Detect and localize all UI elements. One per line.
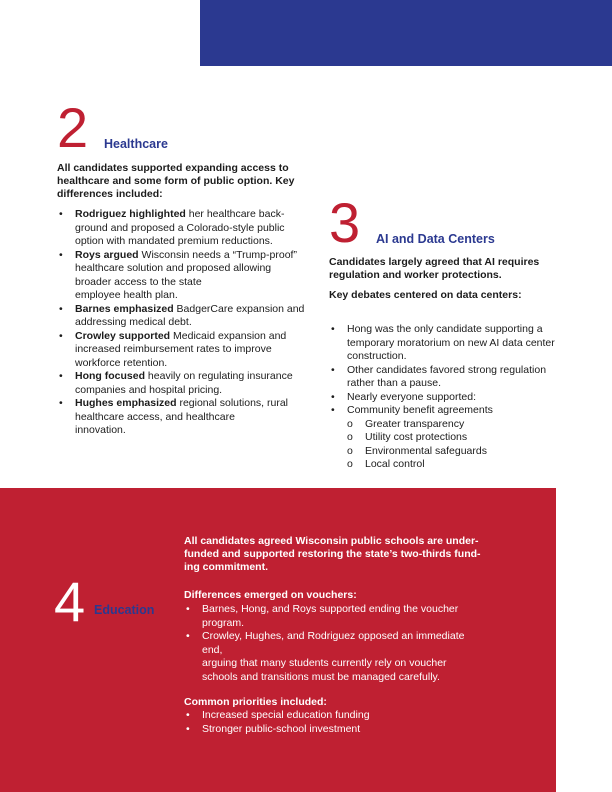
section-lead: Candidates largely agreed that AI requires regulation and worker protections. <box>329 256 540 281</box>
vouchers-list <box>184 603 484 684</box>
section-title: Education <box>94 603 155 617</box>
ai-list <box>329 323 574 472</box>
header-color-band <box>200 0 612 66</box>
section-number: 2 <box>57 96 89 159</box>
list-item: • Barnes, Hong, and Roys supported ending the voucher program. <box>184 603 484 630</box>
priorities-heading: Common priorities included: <box>184 696 327 708</box>
section-number: 4 <box>54 570 86 633</box>
section-title: Healthcare <box>104 137 168 151</box>
list-item: • Barnes emphasized BadgerCare expansion and addressing medical debt. <box>57 303 307 330</box>
section-subheading: Key debates centered on data centers: <box>329 289 522 301</box>
sub-list <box>347 418 574 472</box>
list-item: • Nearly everyone supported: <box>329 391 574 405</box>
section-number: 3 <box>329 191 361 254</box>
healthcare-list <box>57 208 307 438</box>
section-lead: All candidates supported expanding access to healthcare and some form of public option. Key differences included: <box>57 162 295 200</box>
list-item: • Hong focused heavily on regulating insurance companies and hospital pricing. <box>57 370 307 397</box>
priorities-list <box>184 709 484 736</box>
sub-list-item: o Greater transparency <box>347 418 574 432</box>
section-title: AI and Data Centers <box>376 232 495 246</box>
sub-list-item: o Local control <box>347 458 574 472</box>
section-lead: All candidates agreed Wisconsin public schools are under- funded and supported restoring the state’s two-thirds fund- ing commitment. <box>184 535 481 573</box>
list-item: • Hughes emphasized regional solutions, rural healthcare access, and healthcare innovation. <box>57 397 307 438</box>
list-item: • Roys argued Wisconsin needs a “Trump-proof” healthcare solution and proposed allowing broader access to the state employee health plan. <box>57 249 307 303</box>
list-item: • Rodriguez highlighted her healthcare back- ground and proposed a Colorado-style public option with mandated premium reductions. <box>57 208 307 249</box>
education-section <box>0 488 556 792</box>
list-item: • Other candidates favored strong regulation rather than a pause. <box>329 364 574 391</box>
list-item: • Crowley, Hughes, and Rodriguez opposed an immediate end, arguing that many students currently rely on voucher schools and transitions must be managed carefully. <box>184 630 484 684</box>
sub-list-item: o Environmental safeguards <box>347 445 574 459</box>
list-item: • Stronger public-school investment <box>184 723 484 737</box>
vouchers-heading: Differences emerged on vouchers: <box>184 589 357 601</box>
list-item: • Hong was the only candidate supporting a temporary moratorium on new AI data center construction. <box>329 323 574 364</box>
list-item: • Crowley supported Medicaid expansion and increased reimbursement rates to improve workforce retention. <box>57 330 307 371</box>
sub-list-item: o Utility cost protections <box>347 431 574 445</box>
list-item: • Increased special education funding <box>184 709 484 723</box>
list-item: • Community benefit agreements o Greater transparency o Utility cost protections o Environmental safeguards o Local control <box>329 404 574 472</box>
